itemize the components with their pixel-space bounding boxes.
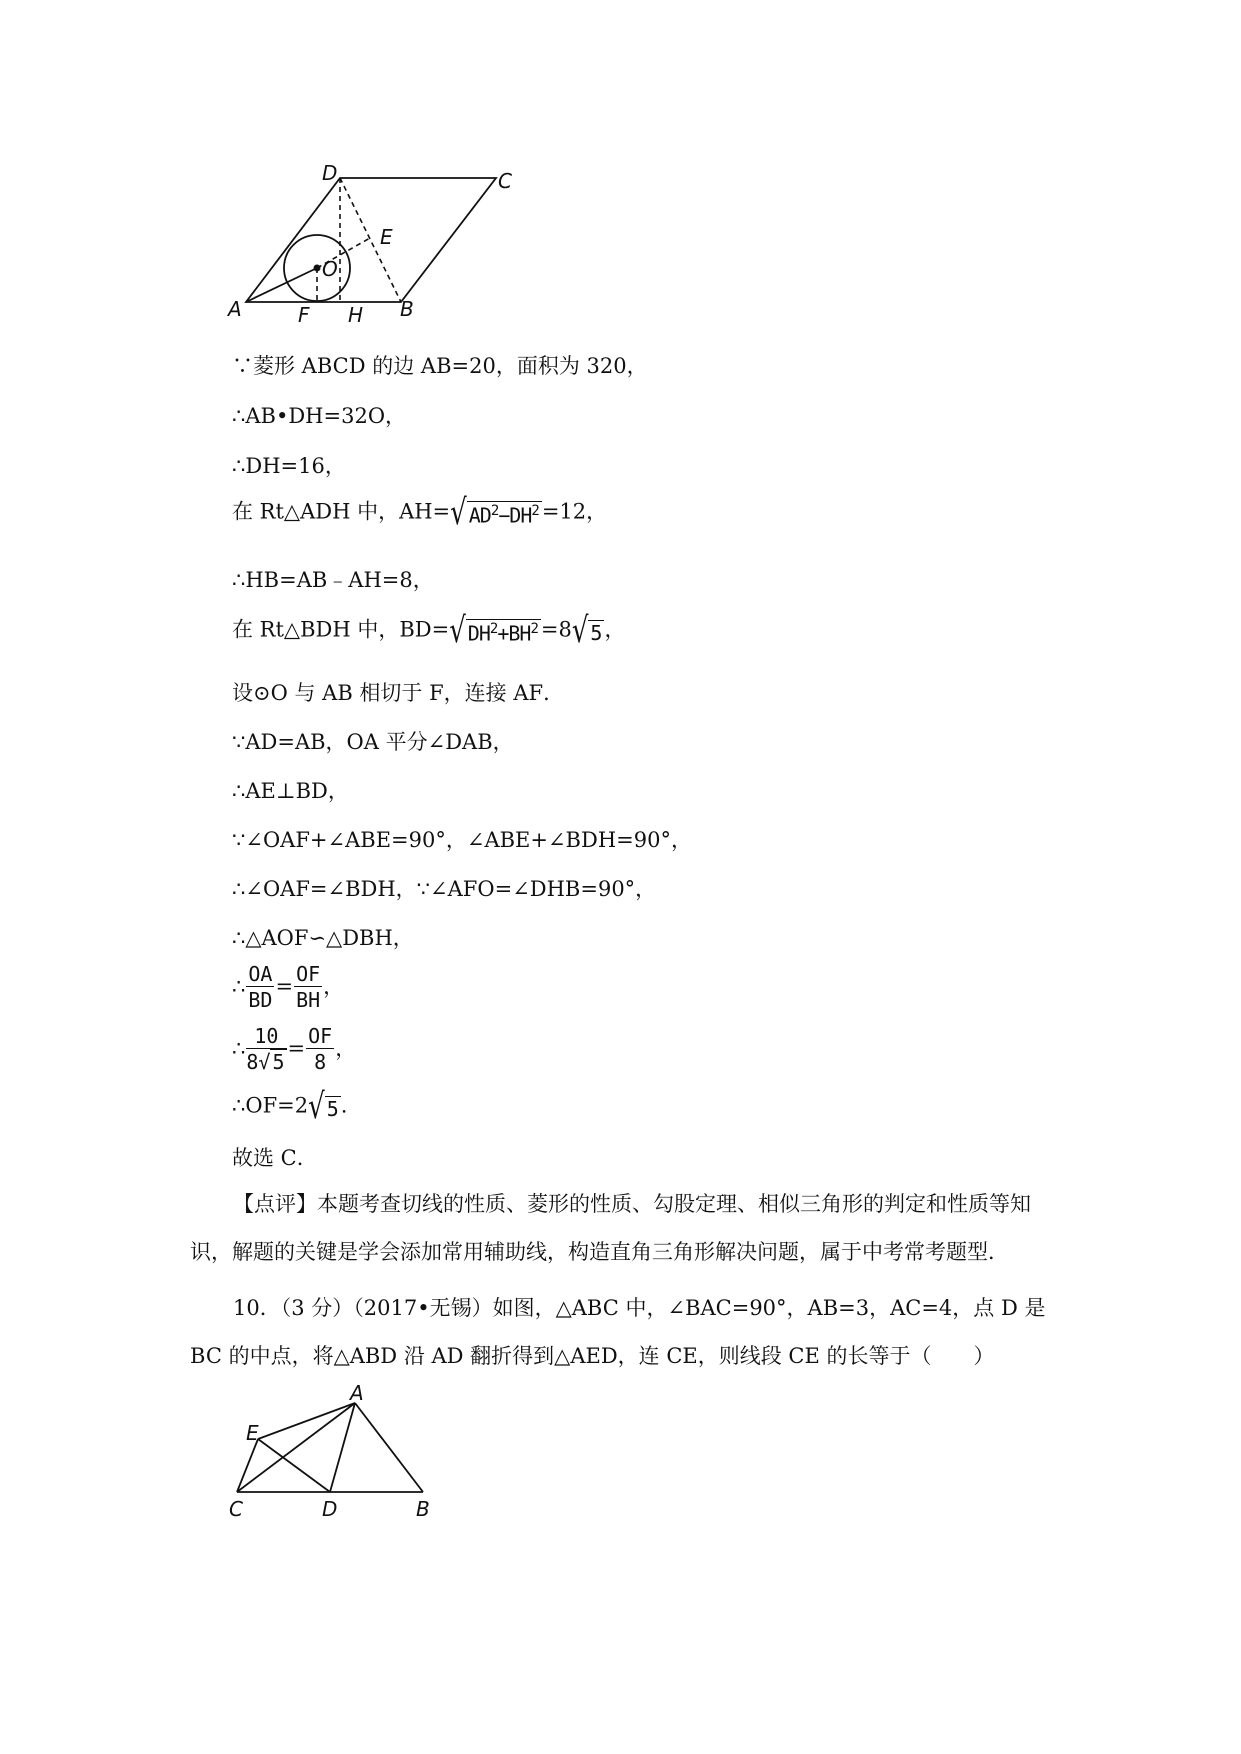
label-e2: E	[246, 1421, 259, 1445]
sqrt-5-a: √ 5	[572, 618, 605, 644]
answer-line: 故选 C．	[232, 1146, 318, 1170]
label-h: H	[348, 303, 364, 327]
label-c2: C	[229, 1497, 243, 1520]
ah-exp-1: 2	[490, 502, 499, 519]
frac2-prefix: ∴	[232, 1036, 246, 1061]
ah-exp-2: 2	[531, 502, 539, 519]
bd-prefix: 在 Rt△BDH 中，BD=	[232, 617, 450, 642]
bd-suffix: ，	[604, 617, 626, 642]
ah-rad-a: AD	[468, 503, 491, 528]
bd-exp-1: 2	[489, 620, 498, 637]
of-suffix: .	[340, 1093, 348, 1118]
solution-line-tangent: 设⊙O 与 AB 相切于 F，连接 AF．	[232, 681, 565, 705]
solution-line-hb: ∴HB=AB﹣AH=8，	[232, 568, 434, 592]
label-o: O	[322, 257, 338, 281]
bd-rad5: 5	[588, 620, 604, 643]
comment-paragraph: 【点评】本题考查切线的性质、菱形的性质、勾股定理、相似三角形的判定和性质等知识，解题的关键是学会添加常用辅助线，构造直角三角形解决问题，属于中考常考题型．	[190, 1192, 1031, 1264]
label-d2: D	[322, 1497, 338, 1520]
frac2-suffix: ，	[335, 1036, 357, 1061]
frac1-d1: BD	[248, 988, 273, 1012]
solution-line-angles2: ∴∠OAF=∠BDH，∵∠AFO=∠DHB=90°，	[232, 877, 657, 901]
solution-line-angles: ∵∠OAF+∠ABE=90°，∠ABE+∠BDH=90°，	[232, 828, 692, 852]
solution-line-3: ∴DH=16，	[232, 454, 346, 478]
sqrt-dh-bh: √ $DH^2+BH^2$	[449, 618, 541, 644]
label-a2: A	[350, 1381, 364, 1405]
label-a: A	[228, 297, 242, 321]
frac2-d2: 8	[314, 1050, 327, 1074]
segment-ad	[330, 1403, 355, 1492]
segment-ed	[258, 1439, 330, 1492]
bd-rad-a: DH	[467, 621, 490, 646]
sqrt-ad-dh: √ $AD^2-DH^2$	[450, 500, 542, 526]
label-b: B	[400, 297, 414, 321]
frac1-n2: OF	[296, 962, 321, 986]
solution-line-perp: ∴AE⊥BD，	[232, 779, 349, 803]
label-e: E	[380, 225, 393, 249]
fraction-oa-bd	[246, 964, 274, 1010]
solution-line-2: ∴AB•DH=32O，	[232, 404, 407, 428]
label-f: F	[298, 303, 310, 327]
segment-ao	[246, 268, 317, 302]
fraction-10-8root5	[246, 1026, 286, 1072]
bd-mid: =8	[540, 617, 572, 642]
frac2-eq: =	[287, 1036, 306, 1061]
frac1-d2: BH	[296, 988, 321, 1012]
bd-plus: +BH	[497, 621, 531, 646]
segment-ab	[355, 1403, 423, 1492]
rhombus-figure	[225, 150, 535, 330]
frac2-n2: OF	[308, 1024, 333, 1048]
question-10: 10．（3 分）（2017•无锡）如图，△ABC 中，∠BAC=90°，AB=3，AC=4，点 D 是 BC 的中点，将△ABD 沿 AD 翻折得到△AED，连 CE，则线段 CE 的长等于（ ）	[190, 1296, 1046, 1368]
sqrt-5-b: √ 5	[308, 1094, 341, 1120]
solution-line-of	[232, 1086, 348, 1128]
ah-prefix: 在 Rt△ADH 中，AH=	[232, 499, 451, 524]
frac1-eq: =	[275, 974, 294, 999]
of-prefix: ∴OF=2	[232, 1093, 309, 1118]
frac2-d1-pre: 8	[246, 1050, 259, 1074]
frac2-d1-rad: 5	[272, 1050, 285, 1074]
frac1-n1: OA	[248, 962, 273, 986]
solution-line-ah	[232, 492, 608, 534]
triangle-fold-figure	[225, 1380, 440, 1520]
solution-line-frac2	[232, 1026, 356, 1072]
label-b2: B	[416, 1497, 430, 1520]
frac1-suffix: ，	[323, 974, 345, 999]
ah-suffix: =12，	[541, 499, 608, 524]
solution-line-frac1	[232, 964, 344, 1010]
frac1-prefix: ∴	[232, 974, 246, 999]
center-dot-o	[314, 265, 321, 272]
solution-line-bisect: ∵AD=AB，OA 平分∠DAB，	[232, 730, 514, 754]
label-d: D	[322, 161, 338, 185]
fraction-of-bh	[294, 964, 322, 1010]
frac2-n1: 10	[246, 1026, 286, 1049]
solution-line-bd	[232, 610, 626, 652]
bd-exp-2: 2	[530, 620, 538, 637]
segment-ae	[258, 1403, 355, 1439]
frac2-d1: 8√ 5	[246, 1050, 285, 1074]
label-c: C	[498, 169, 512, 193]
fraction-of-8	[306, 1026, 334, 1072]
solution-line-similar: ∴△AOF∽△DBH，	[232, 926, 414, 950]
of-rad: 5	[325, 1096, 341, 1119]
solution-line-1: ∵菱形 ABCD 的边 AB=20，面积为 320，	[232, 354, 648, 378]
ah-minus: −DH	[498, 503, 532, 528]
